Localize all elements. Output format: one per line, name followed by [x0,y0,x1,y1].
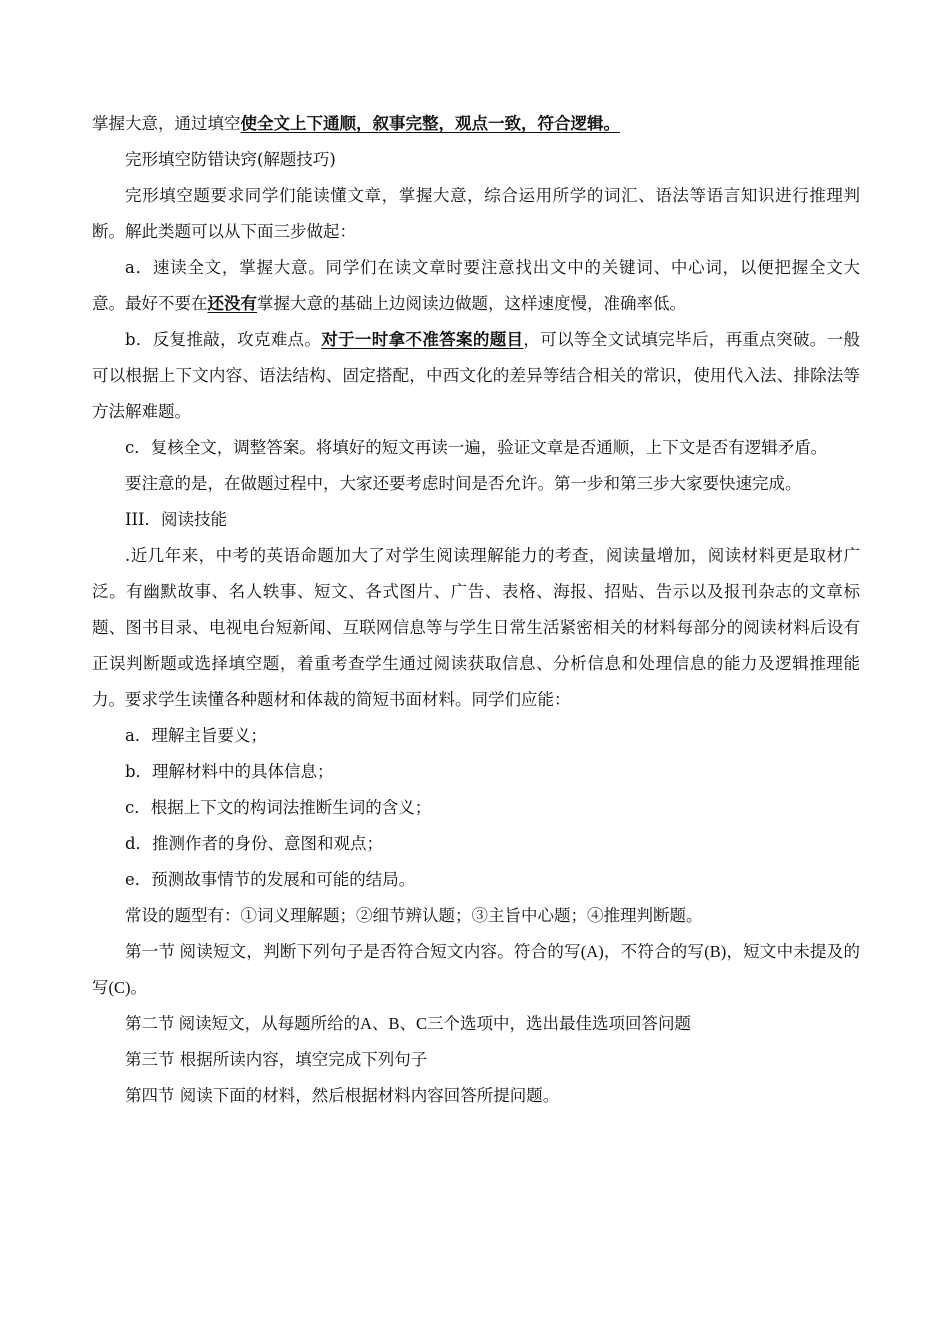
paragraph-step-b [92,322,860,430]
text: a．速读全文，掌握大意。同学们在读文章时要注意找出文中的关键词、中心词，以便把握全文大意。最好不要在 [92,258,860,313]
paragraph-step-a [92,250,860,322]
document-body [92,106,860,1114]
text: 掌握大意，通过填空 [92,114,241,133]
section-heading-cloze-tips: 完形填空防错诀窍(解题技巧) [125,150,336,169]
text: ，可以等全文试填完毕后，再重点突破。一般可以根据上下文内容、语法结构、固定搭配，中西文化的差异等结合相关的常识，使用代入法、排除法等方法解难题。 [92,330,861,421]
paragraph-reading-intro: .近几年来，中考的英语命题加大了对学生阅读理解能力的考查，阅读量增加，阅读材料更是取材广泛。有幽默故事、名人轶事、短文、各式图片、广告、表格、海报、招贴、告示以及报刊杂志的文章标题、图书目录、电视电台短新闻、互联网信息等与学生日常生活紧密相关的材料每部分的阅读材料后设有正误判断题或选择填空题，着重考查学生通过阅读获取信息、分析信息和处理信息的能力及逻辑推理能力。要求学生读懂各种题材和体裁的简短书面材料。同学们应能： [92,546,860,709]
paragraph-question-types: 常设的题型有：①词义理解题；②细节辨认题；③主旨中心题；④推理判断题。 [125,906,703,925]
list-item-reading-goal: b．理解材料中的具体信息； [125,762,334,781]
list-item-reading-goal: e．预测故事情节的发展和可能的结局。 [125,870,416,889]
paragraph-time-note: 要注意的是，在做题过程中，大家还要考虑时间是否允许。第一步和第三步大家要快速完成。 [125,474,802,493]
text: 掌握大意的基础上边阅读边做题，这样速度慢，准确率低。 [257,294,686,313]
list-item-reading-goal: c．根据上下文的构词法推断生词的含义； [125,798,432,817]
paragraph-cloze-intro: 完形填空题要求同学们能读懂文章，掌握大意，综合运用所学的词汇、语法等语言知识进行推理判断。解此类题可以从下面三步做起： [92,186,860,241]
paragraph-section-3: 第三节 根据所读内容，填空完成下列句子 [125,1050,428,1069]
paragraph-step-c: c．复核全文，调整答案。将填好的短文再读一遍，验证文章是否通顺，上下文是否有逻辑矛盾。 [125,438,828,457]
paragraph-section-2: 第二节 阅读短文，从每题所给的A、B、C三个选项中，选出最佳选项回答问题 [125,1014,692,1033]
text: b．反复推敲，攻克难点。 [125,330,322,349]
emphasis-text: 使全文上下通顺，叙事完整，观点一致，符合逻辑。 [240,114,620,133]
list-item-reading-goal: d．推测作者的身份、意图和观点； [125,834,384,853]
emphasis-text: 还没有 [207,294,257,313]
emphasis-text: 对于一时拿不准答案的题目 [321,330,524,349]
list-item-reading-goal: a．理解主旨要义； [125,726,267,745]
paragraph-section-1: 第一节 阅读短文，判断下列句子是否符合短文内容。符合的写(A)，不符合的写(B)，短文中未提及的写(C)。 [92,942,860,997]
paragraph-section-4: 第四节 阅读下面的材料，然后根据材料内容回答所提问题。 [125,1086,560,1105]
section-heading-reading-skills: III．阅读技能 [125,510,228,529]
paragraph-cloze-summary [92,106,860,142]
